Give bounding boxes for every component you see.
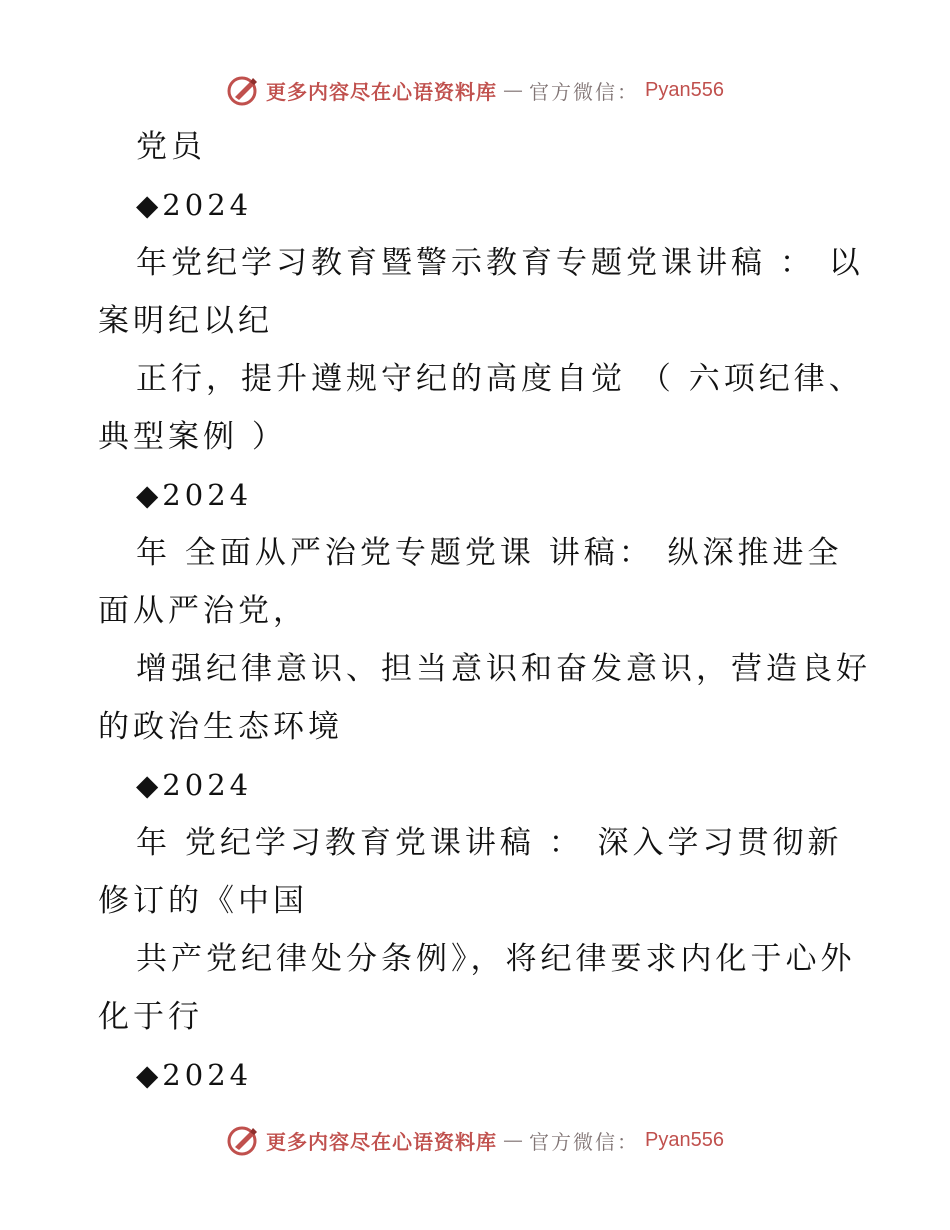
document-body	[98, 118, 871, 1104]
watermark-text: 更多内容尽在心语资料库	[266, 1129, 498, 1154]
text-line: 化于行	[98, 999, 203, 1035]
text-line: 面从严治党，	[98, 593, 308, 629]
text-line: 年党纪学习教育暨警示教育专题党课讲稿 ： 以	[136, 245, 864, 281]
pen-circle-logo-icon	[226, 73, 260, 107]
header-watermark	[0, 70, 950, 110]
text-line: ◆2024	[136, 1058, 253, 1092]
watermark-official-label: 官方微信：	[529, 1129, 640, 1154]
text-line: 典型案例 ）	[98, 419, 287, 455]
text-line: 年 党纪学习教育党课讲稿 ： 深入学习贯彻新	[136, 825, 843, 861]
watermark-wechat-id: Pyan556	[645, 78, 724, 101]
text-line: 增强纪律意识、担当意识和奋发意识，营造良好	[136, 651, 871, 687]
text-line: 共产党纪律处分条例》，将纪律要求内化于心外	[136, 941, 856, 977]
text-line: 修订的《中国	[98, 883, 308, 919]
text-line: 年 全面从严治党专题党课 讲稿： 纵深推进全	[136, 535, 843, 571]
footer-watermark	[0, 1120, 950, 1160]
text-line: ◆2024	[136, 478, 253, 512]
text-line: 正行，提升遵规守纪的高度自觉 （ 六项纪律、	[136, 361, 864, 397]
text-line: ◆2024	[136, 768, 253, 802]
text-line: 的政治生态环境	[98, 709, 343, 745]
text-line: 党员	[136, 129, 206, 165]
watermark-dash: —	[503, 78, 524, 102]
watermark-dash: —	[503, 1128, 524, 1152]
watermark-text: 更多内容尽在心语资料库	[266, 79, 498, 104]
pen-circle-logo-icon	[226, 1123, 260, 1157]
watermark-official-label: 官方微信：	[529, 79, 640, 104]
text-line: ◆2024	[136, 188, 253, 222]
watermark-wechat-id: Pyan556	[645, 1128, 724, 1151]
text-line: 案明纪以纪	[98, 303, 273, 339]
